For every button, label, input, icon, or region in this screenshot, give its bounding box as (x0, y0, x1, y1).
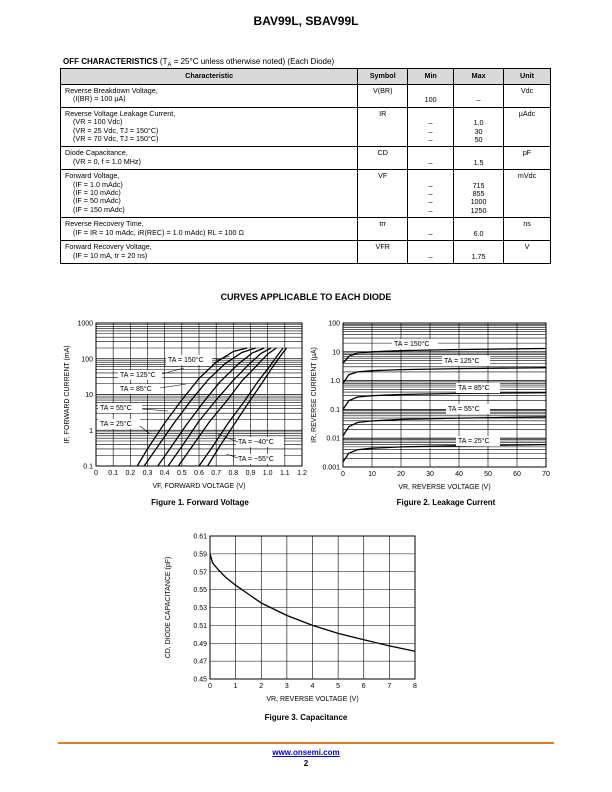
series-label: TA = 55°C (448, 406, 480, 413)
max-cell (454, 218, 504, 241)
figure1-plot (64, 321, 307, 491)
x-tick-label: 1.1 (279, 470, 290, 477)
x-tick-label: 0.7 (211, 470, 222, 477)
min-value: – (428, 157, 433, 167)
y-tick-label: 0.53 (193, 605, 207, 612)
y-tick-label: 0.57 (193, 569, 207, 577)
x-tick-label: 7 (387, 683, 392, 690)
x-tick-label: 0 (208, 683, 212, 690)
characteristic-condition: (VR = 70 Vdc, TJ = 150°C) (73, 134, 159, 144)
characteristic-title: Reverse Breakdown Voltage, (65, 86, 158, 95)
y-tick-label: 0.01 (326, 435, 340, 443)
condition-sub: A (167, 62, 172, 69)
x-tick-label: 0.5 (176, 470, 187, 477)
max-value: 1000 (470, 197, 487, 207)
section-title (63, 57, 334, 69)
max-value: 30 (474, 126, 483, 136)
series-label: TA = 125°C (120, 372, 156, 379)
characteristic-cell (61, 107, 358, 147)
y-tick-label: 1.0 (330, 378, 340, 386)
header-symbol: Symbol (358, 69, 408, 85)
min-value: – (428, 135, 433, 145)
x-tick-label: 8 (413, 683, 417, 690)
series-label: TA = −40°C (238, 439, 274, 446)
x-tick-label: 0.3 (142, 470, 153, 477)
max-cell (454, 170, 504, 218)
series-label: TA = −55°C (238, 456, 274, 463)
characteristic-condition: (IF = 10 mAdc) (73, 188, 121, 198)
y-tick-label: 0.1 (83, 463, 93, 471)
unit-cell: Vdc (504, 85, 551, 108)
x-tick-label: 6 (361, 683, 366, 690)
x-tick-label: 5 (336, 683, 341, 690)
series-label-leader (142, 409, 168, 411)
max-value: 855 (472, 189, 485, 199)
characteristic-cell (61, 85, 358, 108)
characteristic-cell (61, 147, 358, 170)
x-tick-label: 1.0 (262, 470, 273, 477)
min-cell (408, 85, 454, 108)
x-tick-label: 20 (397, 471, 405, 478)
max-cell (454, 107, 504, 147)
table-row (61, 147, 551, 170)
characteristic-title: Diode Capacitance, (65, 148, 128, 158)
series-label: TA = 25°C (100, 421, 132, 428)
characteristic-condition: (I(BR) = 100 µA) (73, 94, 126, 104)
max-value: 6.0 (473, 228, 484, 238)
min-value: – (428, 228, 433, 238)
min-cell (408, 241, 454, 264)
series-line (343, 417, 546, 436)
x-tick-label: 0.8 (228, 470, 239, 477)
series-line (343, 393, 546, 410)
y-tick-label: 100 (81, 356, 93, 364)
y-axis-label: CD, DIODE CAPACITANCE (pF) (165, 556, 172, 659)
min-value: 100 (424, 95, 437, 105)
symbol-cell: VF (358, 170, 408, 218)
footer-link[interactable]: www.onsemi.com (272, 748, 340, 757)
characteristic-condition: (IF = 10 mA, tr = 20 ns) (73, 250, 148, 260)
y-tick-label: 0.51 (193, 622, 207, 630)
y-tick-label: 10 (332, 349, 340, 357)
characteristic-condition: (VR = 0, f = 1.0 MHz) (73, 156, 141, 166)
min-cell (408, 170, 454, 218)
header-characteristic: Characteristic (61, 69, 358, 85)
off-characteristics-table (60, 68, 551, 264)
table-row (61, 218, 551, 241)
series-line (168, 348, 271, 466)
max-value: 1.75 (471, 251, 486, 261)
series-line (137, 348, 247, 466)
x-tick-label: 10 (368, 471, 376, 478)
unit-cell: ns (504, 218, 551, 241)
figure3-caption: Figure 3. Capacitance (264, 713, 348, 722)
x-tick-label: 40 (455, 471, 463, 478)
max-cell (454, 147, 504, 170)
characteristic-title: Forward Recovery Voltage, (65, 242, 152, 252)
series-label: TA = 125°C (444, 358, 480, 365)
y-tick-label: 100 (328, 320, 340, 328)
characteristic-cell (61, 218, 358, 241)
x-tick-label: 70 (542, 471, 550, 478)
min-value: – (428, 251, 433, 261)
unit-cell: pF (504, 147, 551, 170)
max-cell (454, 85, 504, 108)
figure1-caption: Figure 1. Forward Voltage (151, 498, 249, 507)
max-cell (454, 241, 504, 264)
min-value: – (428, 118, 433, 128)
characteristic-condition: (VR = 100 Vdc) (73, 117, 123, 127)
y-tick-label: 0.55 (193, 587, 207, 595)
x-tick-label: 0.6 (194, 470, 204, 477)
figure2-chart (306, 316, 556, 496)
curves-title: CURVES APPLICABLE TO EACH DIODE (220, 292, 392, 302)
series-label-leader (216, 356, 230, 360)
characteristic-title: Forward Voltage, (65, 171, 120, 181)
max-value: 1.0 (473, 118, 484, 128)
y-tick-label: 0.001 (322, 464, 340, 472)
x-tick-label: 0 (341, 471, 345, 478)
symbol-cell: VFR (358, 241, 408, 264)
symbol-cell: CD (358, 147, 408, 170)
x-tick-label: 50 (484, 471, 492, 478)
x-tick-label: 0.2 (125, 470, 136, 477)
x-axis-label: VR, REVERSE VOLTAGE (V) (398, 484, 491, 491)
x-tick-label: 0.9 (245, 470, 256, 477)
series-line (343, 368, 546, 384)
condition-suffix: = 25°C unless otherwise noted) (Each Diode) (171, 57, 335, 66)
y-tick-label: 0.59 (193, 551, 207, 559)
y-axis-label: IR, REVERSE CURRENT (µA) (311, 347, 318, 443)
header-min: Min (408, 69, 454, 85)
y-tick-label: 0.1 (330, 406, 340, 414)
y-tick-label: 1 (89, 427, 93, 435)
figure2-caption: Figure 2. Leakage Current (396, 498, 496, 507)
max-value: 1.5 (473, 157, 484, 167)
series-label: TA = 85°C (120, 386, 152, 393)
y-tick-label: 0.49 (193, 640, 207, 648)
characteristic-condition: (IF = IR = 10 mAdc, iR(REC) = 1.0 mAdc) RL = 100 Ω (73, 227, 244, 237)
characteristic-title: Reverse Voltage Leakage Current, (65, 108, 176, 118)
series-label: TA = 150°C (168, 357, 204, 364)
symbol-cell: V(BR) (358, 85, 408, 108)
min-value: – (428, 180, 433, 190)
y-tick-label: 10 (85, 392, 93, 399)
y-tick-label: 0.61 (193, 533, 207, 541)
figure3-chart (160, 528, 430, 712)
x-tick-label: 30 (426, 471, 434, 478)
table-body (61, 85, 551, 264)
characteristic-condition: (VR = 25 Vdc, TJ = 150°C) (73, 125, 159, 135)
x-tick-label: 4 (310, 683, 315, 690)
off-characteristics-title: OFF CHARACTERISTICS (63, 57, 158, 66)
max-value: 715 (472, 180, 485, 190)
symbol-cell: IR (358, 107, 408, 147)
x-tick-label: 1 (233, 683, 238, 690)
x-tick-label: 1.2 (297, 470, 307, 477)
footer-divider (58, 742, 554, 744)
series-line (178, 348, 276, 466)
header-max: Max (454, 69, 504, 85)
unit-cell: µAdc (504, 107, 551, 147)
x-tick-label: 2 (259, 683, 264, 690)
figure2-plot (311, 321, 550, 492)
symbol-cell: trr (358, 218, 408, 241)
max-value: – (476, 95, 481, 105)
x-axis-label: VF, FORWARD VOLTAGE (V) (152, 483, 246, 490)
unit-cell: mVdc (504, 170, 551, 218)
x-tick-label: 0.4 (159, 470, 170, 477)
max-value: 50 (474, 135, 483, 145)
condition-prefix: (T (159, 57, 168, 66)
x-axis-label: VR, REVERSE VOLTAGE (V) (266, 696, 359, 703)
figure3-plot (165, 534, 417, 704)
page-title: BAV99L, SBAV99L (253, 14, 359, 28)
series-label: TA = 25°C (458, 438, 490, 445)
header-unit: Unit (504, 69, 551, 85)
unit-cell: V (504, 241, 551, 264)
characteristic-condition: (IF = 150 mAdc) (73, 204, 125, 214)
x-tick-label: 60 (513, 471, 521, 478)
min-value: – (428, 126, 433, 136)
min-value: – (428, 205, 433, 215)
table-row (61, 85, 551, 108)
y-axis-label: IF, FORWARD CURRENT (mA) (64, 345, 71, 444)
y-tick-label: 0.45 (193, 676, 207, 684)
series-label: TA = 55°C (100, 405, 132, 412)
table-row (61, 241, 551, 264)
characteristic-condition: (IF = 1.0 mAdc) (73, 179, 123, 189)
x-tick-label: 0.1 (108, 470, 119, 477)
table-header-row (61, 69, 551, 85)
y-tick-label: 0.47 (193, 658, 207, 666)
table-row (61, 170, 551, 218)
max-value: 1250 (470, 205, 487, 215)
x-tick-label: 3 (284, 683, 289, 690)
characteristic-title: Reverse Recovery Time, (65, 219, 144, 229)
series-label: TA = 85°C (458, 385, 490, 392)
characteristic-cell (61, 241, 358, 264)
min-cell (408, 107, 454, 147)
figure1-chart (60, 316, 310, 496)
min-cell (408, 218, 454, 241)
series-label: TA = 150°C (394, 341, 430, 348)
min-cell (408, 147, 454, 170)
x-tick-label: 0 (94, 470, 98, 477)
y-tick-label: 1000 (77, 320, 93, 328)
page-number: 2 (303, 759, 309, 768)
characteristic-condition: (IF = 50 mAdc) (73, 196, 121, 206)
table-row (61, 107, 551, 147)
min-value: – (428, 197, 433, 207)
min-value: – (428, 189, 433, 199)
characteristic-cell (61, 170, 358, 218)
